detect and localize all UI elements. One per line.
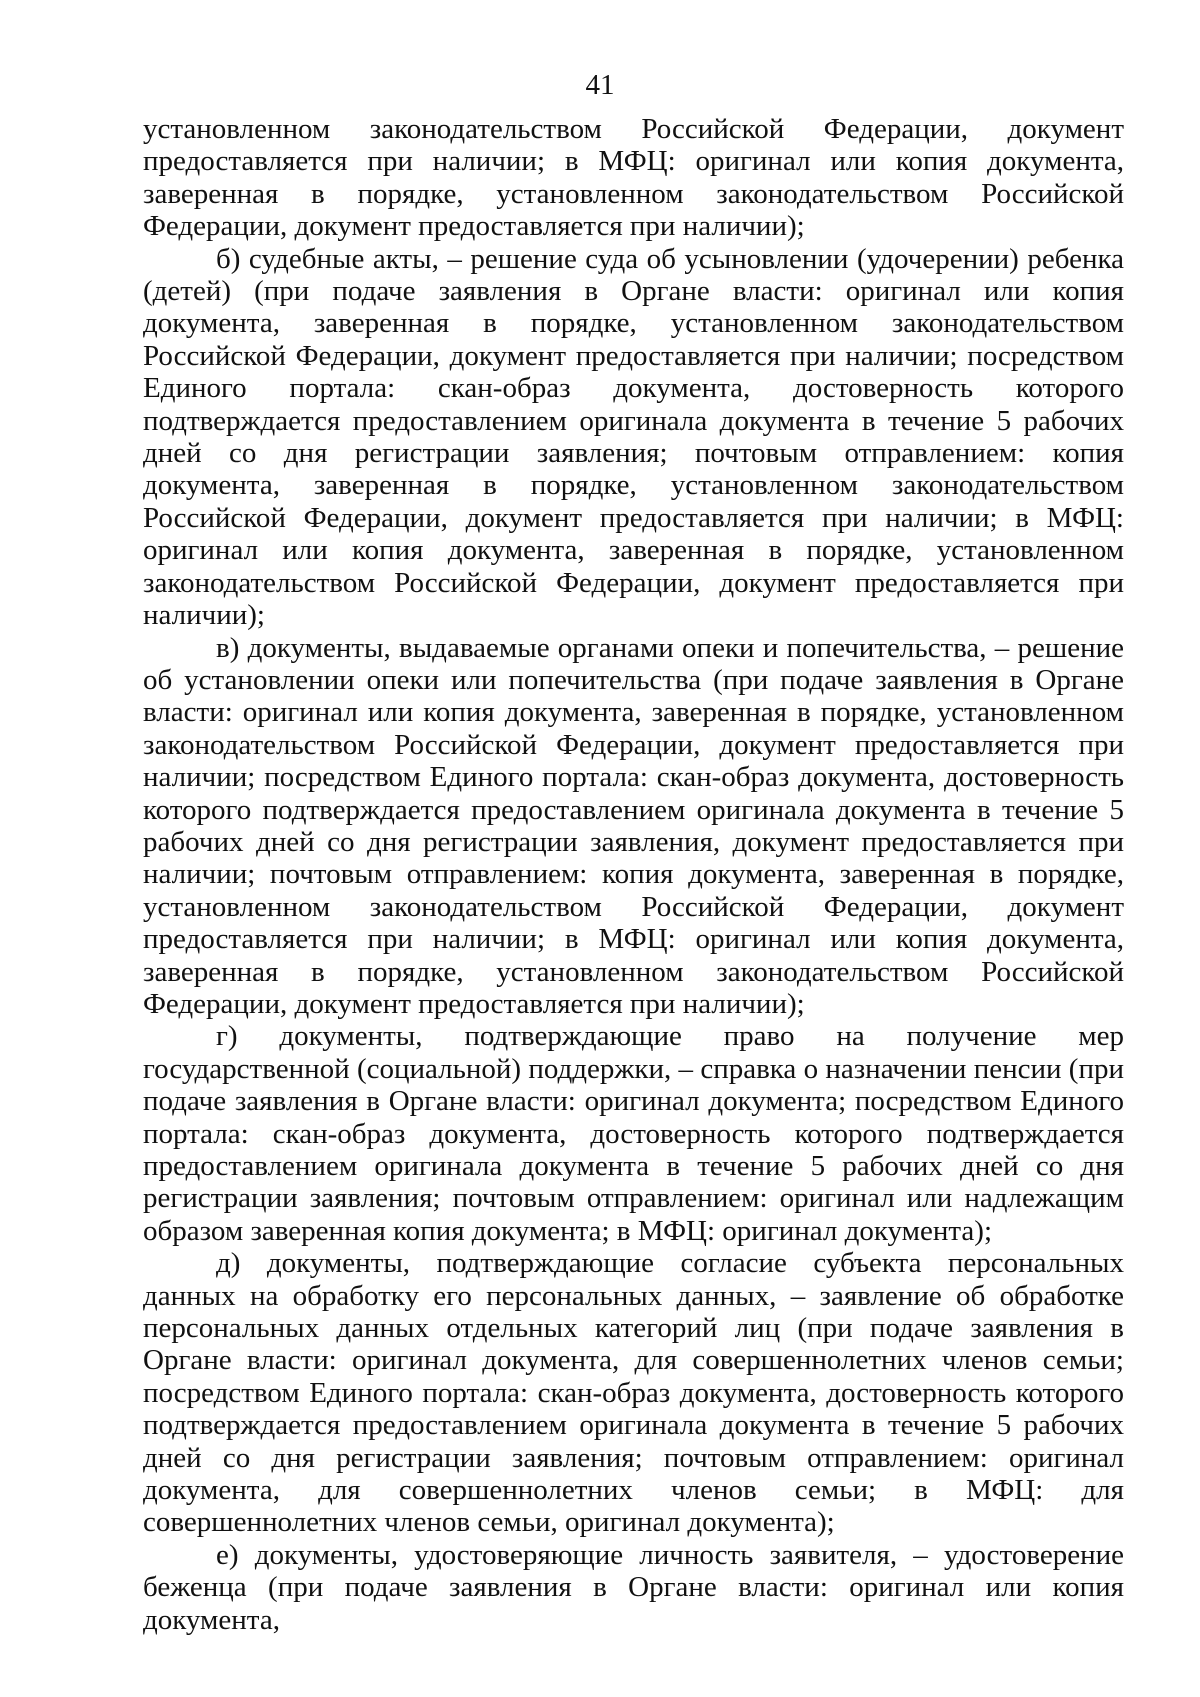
paragraph-item-b: б) судебные акты, – решение суда об усыновлении (удочерении) ребенка (детей) (при подаче заявления в Органе власти: оригинал или копия документа, заверенная в порядке, установленном законодательством Российской Федерации, документ предоставляется при наличии; посредством Единого портала: скан-образ документа, достоверность которого подтверждается предоставлением оригинала документа в течение 5 рабочих дней со дня регистрации заявления; почтовым отправлением: копия документа, заверенная в порядке, установленном законодательством Российской Федерации, документ предоставляется при наличии; в МФЦ: оригинал или копия документа, заверенная в порядке, установленном законодательством Российской Федерации, документ предоставляется при наличии); (143, 242, 1124, 632)
document-body (143, 113, 1124, 1636)
paragraph-item-d: д) документы, подтверждающие согласие субъекта персональных данных на обработку его персональных данных, – заявление об обработке персональных данных отдельных категорий лиц (при подаче заявления в Органе власти: оригинал документа, для совершеннолетних членов семьи; посредством Единого портала: скан-образ документа, достоверность которого подтверждается предоставлением оригинала документа в течение 5 рабочих дней со дня регистрации заявления; почтовым отправлением: оригинал документа, для совершеннолетних членов семьи; в МФЦ: для совершеннолетних членов семьи, оригинал документа); (143, 1247, 1124, 1539)
page-number: 41 (585, 69, 615, 101)
paragraph-item-v: в) документы, выдаваемые органами опеки и попечительства, – решение об установлении опеки или попечительства (при подаче заявления в Органе власти: оригинал или копия документа, заверенная в порядке, установленном законодательством Российской Федерации, документ предоставляется при наличии; посредством Единого портала: скан-образ документа, достоверность которого подтверждается предоставлением оригинала документа в течение 5 рабочих дней со дня регистрации заявления, документ предоставляется при наличии; почтовым отправлением: копия документа, заверенная в порядке, установленном законодательством Российской Федерации, документ предоставляется при наличии; в МФЦ: оригинал или копия документа, заверенная в порядке, установленном законодательством Российской Федерации, документ предоставляется при наличии); (143, 631, 1124, 1020)
paragraph-item-g: г) документы, подтверждающие право на получение мер государственной (социальной) поддержки, – справка о назначении пенсии (при подаче заявления в Органе власти: оригинал документа; посредством Единого портала: скан-образ документа, достоверность которого подтверждается предоставлением оригинала документа в течение 5 рабочих дней со дня регистрации заявления; почтовым отправлением: оригинал или надлежащим образом заверенная копия документа; в МФЦ: оригинал документа); (143, 1020, 1124, 1247)
paragraph-continuation: установленном законодательством Российской Федерации, документ предоставляется при наличии; в МФЦ: оригинал или копия документа, заверенная в порядке, установленном законодательством Российской Федерации, документ предоставляется при наличии); (143, 113, 1124, 243)
paragraph-item-e: е) документы, удостоверяющие личность заявителя, – удостоверение беженца (при подаче заявления в Органе власти: оригинал или копия документа, (143, 1538, 1124, 1636)
